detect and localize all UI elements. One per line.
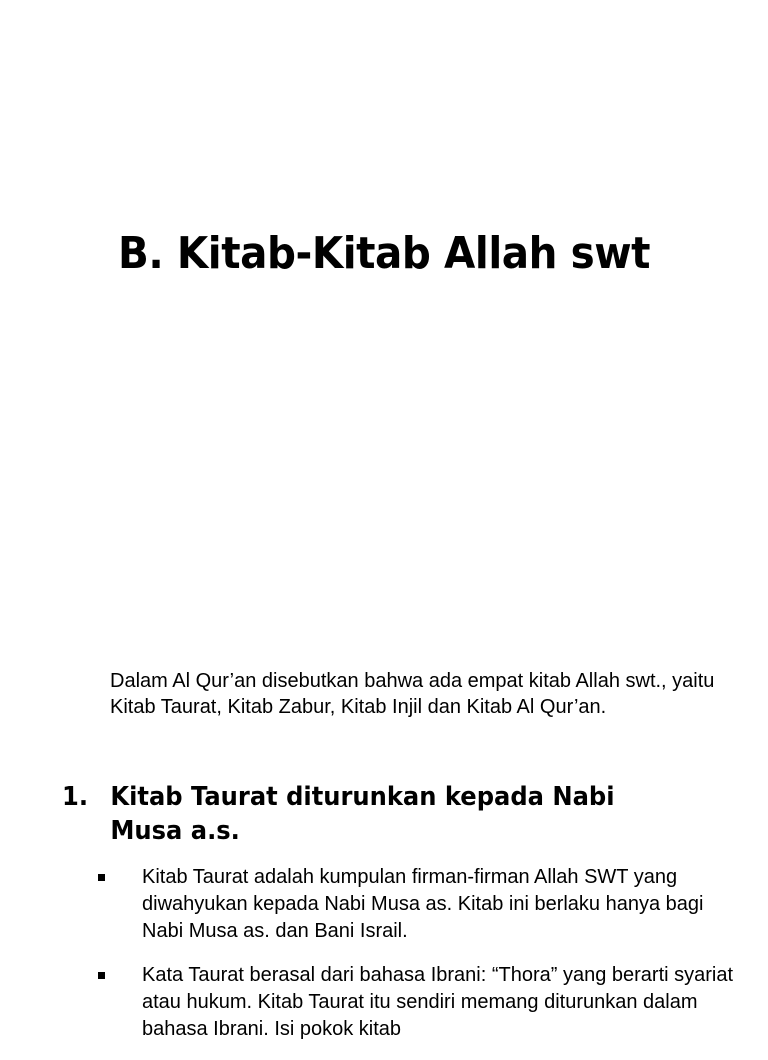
section-heading-text: Kitab Taurat diturunkan kepada Nabi Musa a.s. (110, 782, 615, 846)
list-item-text: Kitab Taurat adalah kumpulan firman-firman Allah SWT yang diwahyukan kepada Nabi Musa as. Kitab ini berlaku hanya bagi Nabi Musa as. dan Bani Israil. (142, 866, 704, 942)
square-bullet-icon (98, 874, 105, 881)
section-number: 1. (62, 782, 89, 812)
bullet-list (96, 864, 736, 1060)
square-bullet-icon (98, 972, 105, 979)
section-heading (62, 780, 694, 848)
list-item-text: Kata Taurat berasal dari bahasa Ibrani: “Thora” yang berarti syariat atau hukum. Kitab Taurat itu sendiri memang diturunkan dalam bahasa Ibrani. Isi pokok kitab (142, 964, 734, 1040)
intro-paragraph: Dalam Al Qur’an disebutkan bahwa ada empat kitab Allah swt., yaitu Kitab Taurat, Kitab Zabur, Kitab Injil dan Kitab Al Qur’an. (110, 670, 715, 718)
page-title: B. Kitab-Kitab Allah swt (117, 228, 651, 279)
list-item (96, 864, 736, 945)
list-item (96, 962, 736, 1043)
